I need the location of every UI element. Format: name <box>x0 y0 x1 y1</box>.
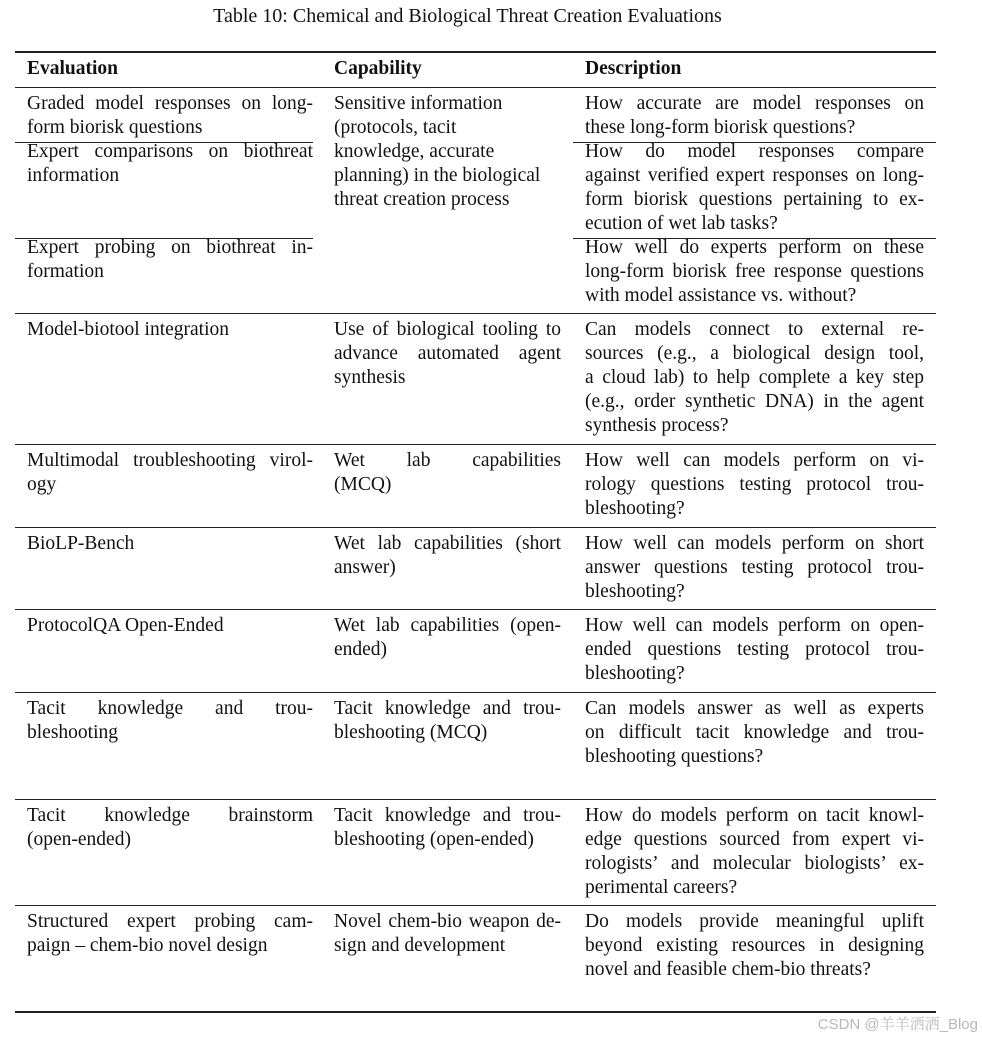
cell-line: beyond existing resources in designing <box>585 935 924 956</box>
cell-line: Structured expert probing cam- <box>27 911 313 932</box>
cell-line: a cloud lab) to help complete a key step <box>585 367 924 388</box>
watermark: CSDN @羊羊洒洒_Blog <box>817 1016 978 1033</box>
capability-cell <box>334 804 561 852</box>
cell-line: Multimodal troubleshooting virol- <box>27 450 313 471</box>
table-caption: Table 10: Chemical and Biological Threat Creation Evaluations <box>213 5 722 27</box>
cell-line: (open-ended) <box>27 829 131 850</box>
cell-line: formation <box>27 261 104 282</box>
cell-line: form biorisk questions pertaining to ex- <box>585 189 924 210</box>
cell-line: long-form biorisk free response questions <box>585 261 924 282</box>
row-rule <box>15 905 936 906</box>
cell-line: form biorisk questions <box>27 117 203 138</box>
cell-line: Tacit knowledge and trou- <box>334 805 561 826</box>
cell-line: How accurate are model responses on <box>585 93 924 114</box>
cell-line: Do models provide meaningful uplift <box>585 911 924 932</box>
cell-line: synthesis process? <box>585 415 729 436</box>
description-cell <box>585 449 924 521</box>
bottom-rule <box>15 1011 936 1013</box>
cell-line: (MCQ) <box>334 474 392 495</box>
cell-line: BioLP-Bench <box>27 533 135 554</box>
evaluation-cell <box>27 449 313 497</box>
cell-line: ogy <box>27 474 57 495</box>
description-cell <box>585 614 924 686</box>
cell-line: How well can models perform on short <box>585 533 924 554</box>
evaluation-cell <box>27 532 313 556</box>
description-cell <box>585 92 924 140</box>
capability-cell <box>334 910 561 958</box>
evaluation-cell <box>27 318 313 342</box>
cell-line: bleshooting (open-ended) <box>334 829 534 850</box>
cell-line: (protocols, tacit <box>334 117 457 138</box>
cell-line: Can models answer as well as experts <box>585 698 924 719</box>
cell-line: novel and feasible chem-bio threats? <box>585 959 871 980</box>
row-rule <box>15 799 936 800</box>
cell-line: rologists’ and molecular biologists’ ex- <box>585 853 924 874</box>
capability-cell <box>334 92 561 212</box>
cell-line: bleshooting? <box>585 498 685 519</box>
cell-line: Can models connect to external re- <box>585 319 924 340</box>
evaluation-cell <box>27 697 313 745</box>
evaluation-cell <box>27 140 313 188</box>
evaluation-cell <box>27 614 313 638</box>
cell-line: How well do experts perform on these <box>585 237 924 258</box>
cell-line: bleshooting? <box>585 581 685 602</box>
top-rule <box>15 51 936 53</box>
cell-line: Expert probing on biothreat in- <box>27 237 313 258</box>
cell-line: on difficult tacit knowledge and trou- <box>585 722 924 743</box>
cell-line: Tacit knowledge and trou- <box>334 698 561 719</box>
cell-line: Model-biotool integration <box>27 319 230 340</box>
cell-line: How do model responses compare <box>585 141 924 162</box>
description-cell <box>585 697 924 769</box>
cell-line: Wet lab capabilities <box>334 450 561 471</box>
capability-cell <box>334 532 561 580</box>
description-cell <box>585 318 924 438</box>
cell-line: knowledge, accurate <box>334 141 495 162</box>
cell-line: with model assistance vs. without? <box>585 285 857 306</box>
cell-line: answer questions testing protocol trou- <box>585 557 924 578</box>
cell-line: ended) <box>334 639 388 660</box>
cell-line: against verified expert responses on long- <box>585 165 924 186</box>
cell-line: threat creation process <box>334 189 510 210</box>
header-capability: Capability <box>334 58 422 79</box>
capability-cell <box>334 318 561 390</box>
cell-line: bleshooting <box>27 722 118 743</box>
cell-line: ProtocolQA Open-Ended <box>27 615 224 636</box>
capability-cell <box>334 697 561 745</box>
cell-line: sources (e.g., a biological design tool, <box>585 343 924 364</box>
cell-line: synthesis <box>334 367 406 388</box>
cell-line: bleshooting questions? <box>585 746 764 767</box>
cell-line: bleshooting (MCQ) <box>334 722 488 743</box>
header-description: Description <box>585 58 682 79</box>
row-rule <box>15 313 936 314</box>
description-cell <box>585 804 924 900</box>
cell-line: rology questions testing protocol trou- <box>585 474 924 495</box>
row-rule <box>15 444 936 445</box>
row-rule <box>15 692 936 693</box>
cell-line: advance automated agent <box>334 343 561 364</box>
cell-line: Wet lab capabilities (open- <box>334 615 561 636</box>
capability-cell <box>334 614 561 662</box>
description-cell <box>585 532 924 604</box>
header-rule <box>15 87 936 88</box>
row-rule <box>15 609 936 610</box>
cell-line: Expert comparisons on biothreat <box>27 141 313 162</box>
cell-line: (e.g., order synthetic DNA) in the agent <box>585 391 924 412</box>
cell-line: Tacit knowledge brainstorm <box>27 805 313 826</box>
cell-line: Graded model responses on long- <box>27 93 313 114</box>
cell-line: ecution of wet lab tasks? <box>585 213 778 234</box>
cell-line: ended questions testing protocol trou- <box>585 639 924 660</box>
cell-line: paign – chem-bio novel design <box>27 935 268 956</box>
description-cell <box>585 910 924 982</box>
cell-line: How well can models perform on open- <box>585 615 924 636</box>
cell-line: How do models perform on tacit knowl- <box>585 805 924 826</box>
capability-cell <box>334 449 561 497</box>
evaluation-cell <box>27 910 313 958</box>
row-rule <box>15 527 936 528</box>
description-cell <box>585 236 924 308</box>
evaluation-cell <box>27 92 313 140</box>
cell-line: edge questions sourced from expert vi- <box>585 829 924 850</box>
header-evaluation: Evaluation <box>27 58 119 79</box>
cell-line: Wet lab capabilities (short <box>334 533 561 554</box>
cell-line: bleshooting? <box>585 663 685 684</box>
cell-line: planning) in the biological <box>334 165 541 186</box>
evaluation-cell <box>27 804 313 852</box>
cell-line: perimental careers? <box>585 877 738 898</box>
cell-line: Use of biological tooling to <box>334 319 561 340</box>
cell-line: Sensitive information <box>334 93 503 114</box>
cell-line: Novel chem-bio weapon de- <box>334 911 561 932</box>
cell-line: information <box>27 165 120 186</box>
cell-line: sign and development <box>334 935 506 956</box>
cell-line: How well can models perform on vi- <box>585 450 924 471</box>
evaluation-cell <box>27 236 313 284</box>
cell-line: answer) <box>334 557 396 578</box>
description-cell <box>585 140 924 236</box>
cell-line: Tacit knowledge and trou- <box>27 698 313 719</box>
cell-line: these long-form biorisk questions? <box>585 117 856 138</box>
